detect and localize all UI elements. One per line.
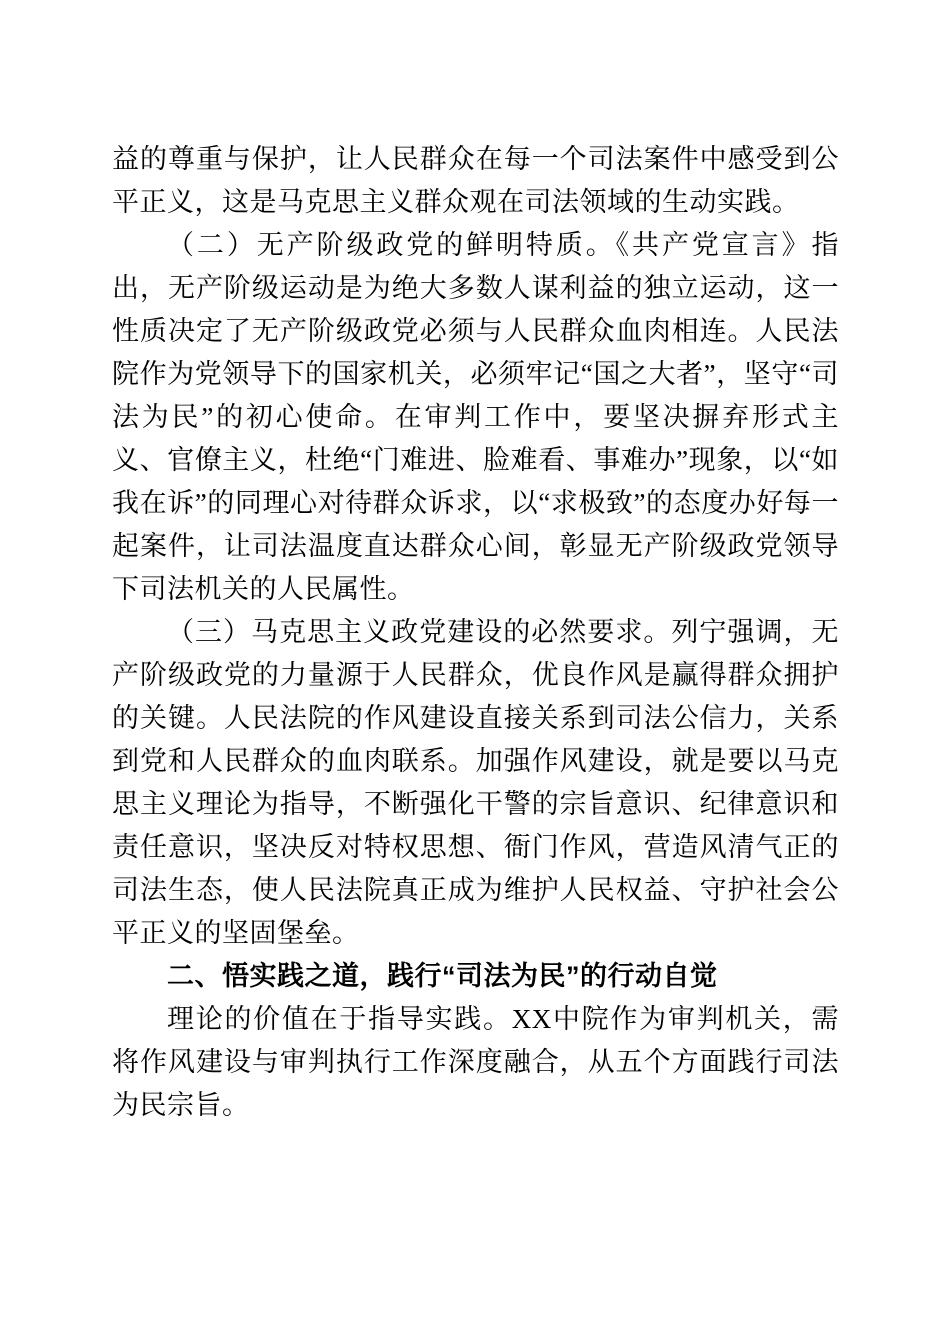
paragraph-section-three: （三）马克思主义政党建设的必然要求。列宁强调，无产阶级政党的力量源于人民群众，优良作风是赢得群众拥护的关键。人民法院的作风建设直接关系到司法公信力，关系到党和人民群众的血肉联系。加强作风建设，就是要以马克思主义理论为指导，不断强化干警的宗旨意识、纪律意识和责任意识，坚决反对特权思想、衙门作风，营造风清气正的司法生态，使人民法院真正成为维护人民权益、守护社会公平正义的坚固堡垒。 — [112, 617, 839, 948]
paragraph-intro-practice: 理论的价值在于指导实践。XX中院作为审判机关，需将作风建设与审判执行工作深度融合，从五个方面践行司法为民宗旨。 — [112, 1004, 839, 1120]
paragraph-section-two: （二）无产阶级政党的鲜明特质。《共产党宣言》指出，无产阶级运动是为绝大多数人谋利益的独立运动，这一性质决定了无产阶级政党必须与人民群众血肉相连。人民法院作为党领导下的国家机关，必须牢记“国之大者”，坚守“司法为民”的初心使命。在审判工作中，要坚决摒弃形式主义、官僚主义，杜绝“门难进、脸难看、事难办”现象，以“如我在诉”的同理心对待群众诉求，以“求极致”的态度办好每一起案件，让司法温度直达群众心间，彰显无产阶级政党领导下司法机关的人民属性。 — [112, 230, 839, 604]
section-heading: 二、悟实践之道，践行“司法为民”的行动自觉 — [167, 961, 718, 991]
document-body — [112, 138, 839, 1127]
paragraph-continuation: 益的尊重与保护，让人民群众在每一个司法案件中感受到公平正义，这是马克思主义群众观在司法领域的生动实践。 — [112, 144, 839, 217]
